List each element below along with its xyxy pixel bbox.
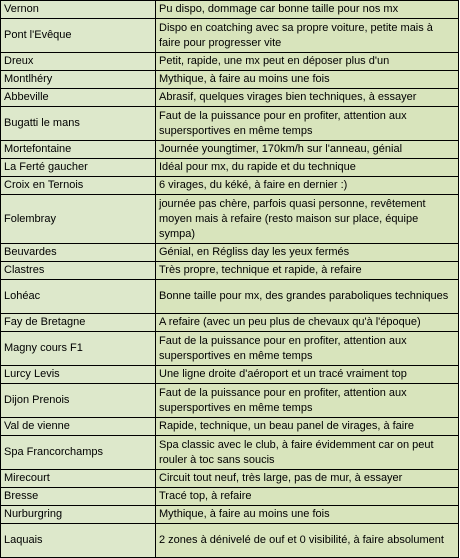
track-comment-cell: Journée youngtimer, 170km/h sur l'anneau, génial xyxy=(156,141,459,159)
track-name-cell: Beuvardes xyxy=(1,244,156,262)
track-name-cell: Croix en Ternois xyxy=(1,177,156,195)
table-row xyxy=(1,141,459,159)
track-name-cell: Fay de Bretagne xyxy=(1,314,156,332)
table-row xyxy=(1,280,459,314)
track-comment-cell: 2 zones à dénivelé de ouf et 0 visibilité, à faire absolument xyxy=(156,524,459,558)
track-name-cell: Bugatti le mans xyxy=(1,107,156,141)
table-row xyxy=(1,71,459,89)
table-row xyxy=(1,177,459,195)
track-name-cell: La Ferté gaucher xyxy=(1,159,156,177)
table-row xyxy=(1,262,459,280)
track-comment-cell: Idéal pour mx, du rapide et du technique xyxy=(156,159,459,177)
track-comment-cell: Bonne taille pour mx, des grandes paraboliques techniques xyxy=(156,280,459,314)
track-name-cell: Pont l'Evêque xyxy=(1,19,156,53)
table-row xyxy=(1,418,459,436)
track-comment-cell: Une ligne droite d'aéroport et un tracé vraiment top xyxy=(156,366,459,384)
track-name-cell: Laquais xyxy=(1,524,156,558)
track-name-cell: Lurcy Levis xyxy=(1,366,156,384)
track-comment-cell: Dispo en coatching avec sa propre voiture, petite mais à faire pour progresser vite xyxy=(156,19,459,53)
track-comment-cell: 6 virages, du kéké, à faire en dernier :) xyxy=(156,177,459,195)
track-comment-cell: Rapide, technique, un beau panel de virages, à faire xyxy=(156,418,459,436)
track-name-cell: Montlhéry xyxy=(1,71,156,89)
track-comment-cell: Faut de la puissance pour en profiter, attention aux supersportives en même temps xyxy=(156,384,459,418)
table-row xyxy=(1,53,459,71)
table-row xyxy=(1,195,459,244)
track-comment-cell: Circuit tout neuf, très large, pas de mur, à essayer xyxy=(156,470,459,488)
track-comment-cell: Spa classic avec le club, à faire évidemment car on peut rouler à toc sans soucis xyxy=(156,436,459,470)
table-row xyxy=(1,107,459,141)
track-name-cell: Dreux xyxy=(1,53,156,71)
table-row xyxy=(1,89,459,107)
track-name-cell: Val de vienne xyxy=(1,418,156,436)
table-row xyxy=(1,524,459,558)
table-row xyxy=(1,1,459,19)
table-row xyxy=(1,159,459,177)
track-comment-cell: Faut de la puissance pour en profiter, attention aux supersportives en même temps xyxy=(156,332,459,366)
track-comment-cell: journée pas chère, parfois quasi personne, revêtement moyen mais à refaire (resto maison sur place, équipe sympa) xyxy=(156,195,459,244)
track-comment-cell: Petit, rapide, une mx peut en déposer plus d'un xyxy=(156,53,459,71)
table-row xyxy=(1,436,459,470)
track-comment-cell: Génial, en Régliss day les yeux fermés xyxy=(156,244,459,262)
table-row xyxy=(1,332,459,366)
track-comment-cell: Abrasif, quelques virages bien techniques, à essayer xyxy=(156,89,459,107)
track-name-cell: Dijon Prenois xyxy=(1,384,156,418)
track-comment-cell: Très propre, technique et rapide, à refaire xyxy=(156,262,459,280)
track-name-cell: Mirecourt xyxy=(1,470,156,488)
track-name-cell: Bresse xyxy=(1,488,156,506)
track-comment-cell: A refaire (avec un peu plus de chevaux qu'à l'époque) xyxy=(156,314,459,332)
track-name-cell: Lohéac xyxy=(1,280,156,314)
table-row xyxy=(1,314,459,332)
track-comment-cell: Pu dispo, dommage car bonne taille pour nos mx xyxy=(156,1,459,19)
table-row xyxy=(1,506,459,524)
track-comment-cell: Tracé top, à refaire xyxy=(156,488,459,506)
table-row xyxy=(1,366,459,384)
track-name-cell: Spa Francorchamps xyxy=(1,436,156,470)
circuits-table-body xyxy=(1,1,459,558)
track-comment-cell: Mythique, à faire au moins une fois xyxy=(156,71,459,89)
track-name-cell: Vernon xyxy=(1,1,156,19)
table-row xyxy=(1,244,459,262)
track-name-cell: Mortefontaine xyxy=(1,141,156,159)
track-comment-cell: Mythique, à faire au moins une fois xyxy=(156,506,459,524)
table-row xyxy=(1,470,459,488)
track-name-cell: Nurburgring xyxy=(1,506,156,524)
track-name-cell: Folembray xyxy=(1,195,156,244)
table-row xyxy=(1,488,459,506)
table-row xyxy=(1,384,459,418)
track-comment-cell: Faut de la puissance pour en profiter, attention aux supersportives en même temps xyxy=(156,107,459,141)
track-name-cell: Magny cours F1 xyxy=(1,332,156,366)
track-name-cell: Clastres xyxy=(1,262,156,280)
track-name-cell: Abbeville xyxy=(1,89,156,107)
table-row xyxy=(1,19,459,53)
